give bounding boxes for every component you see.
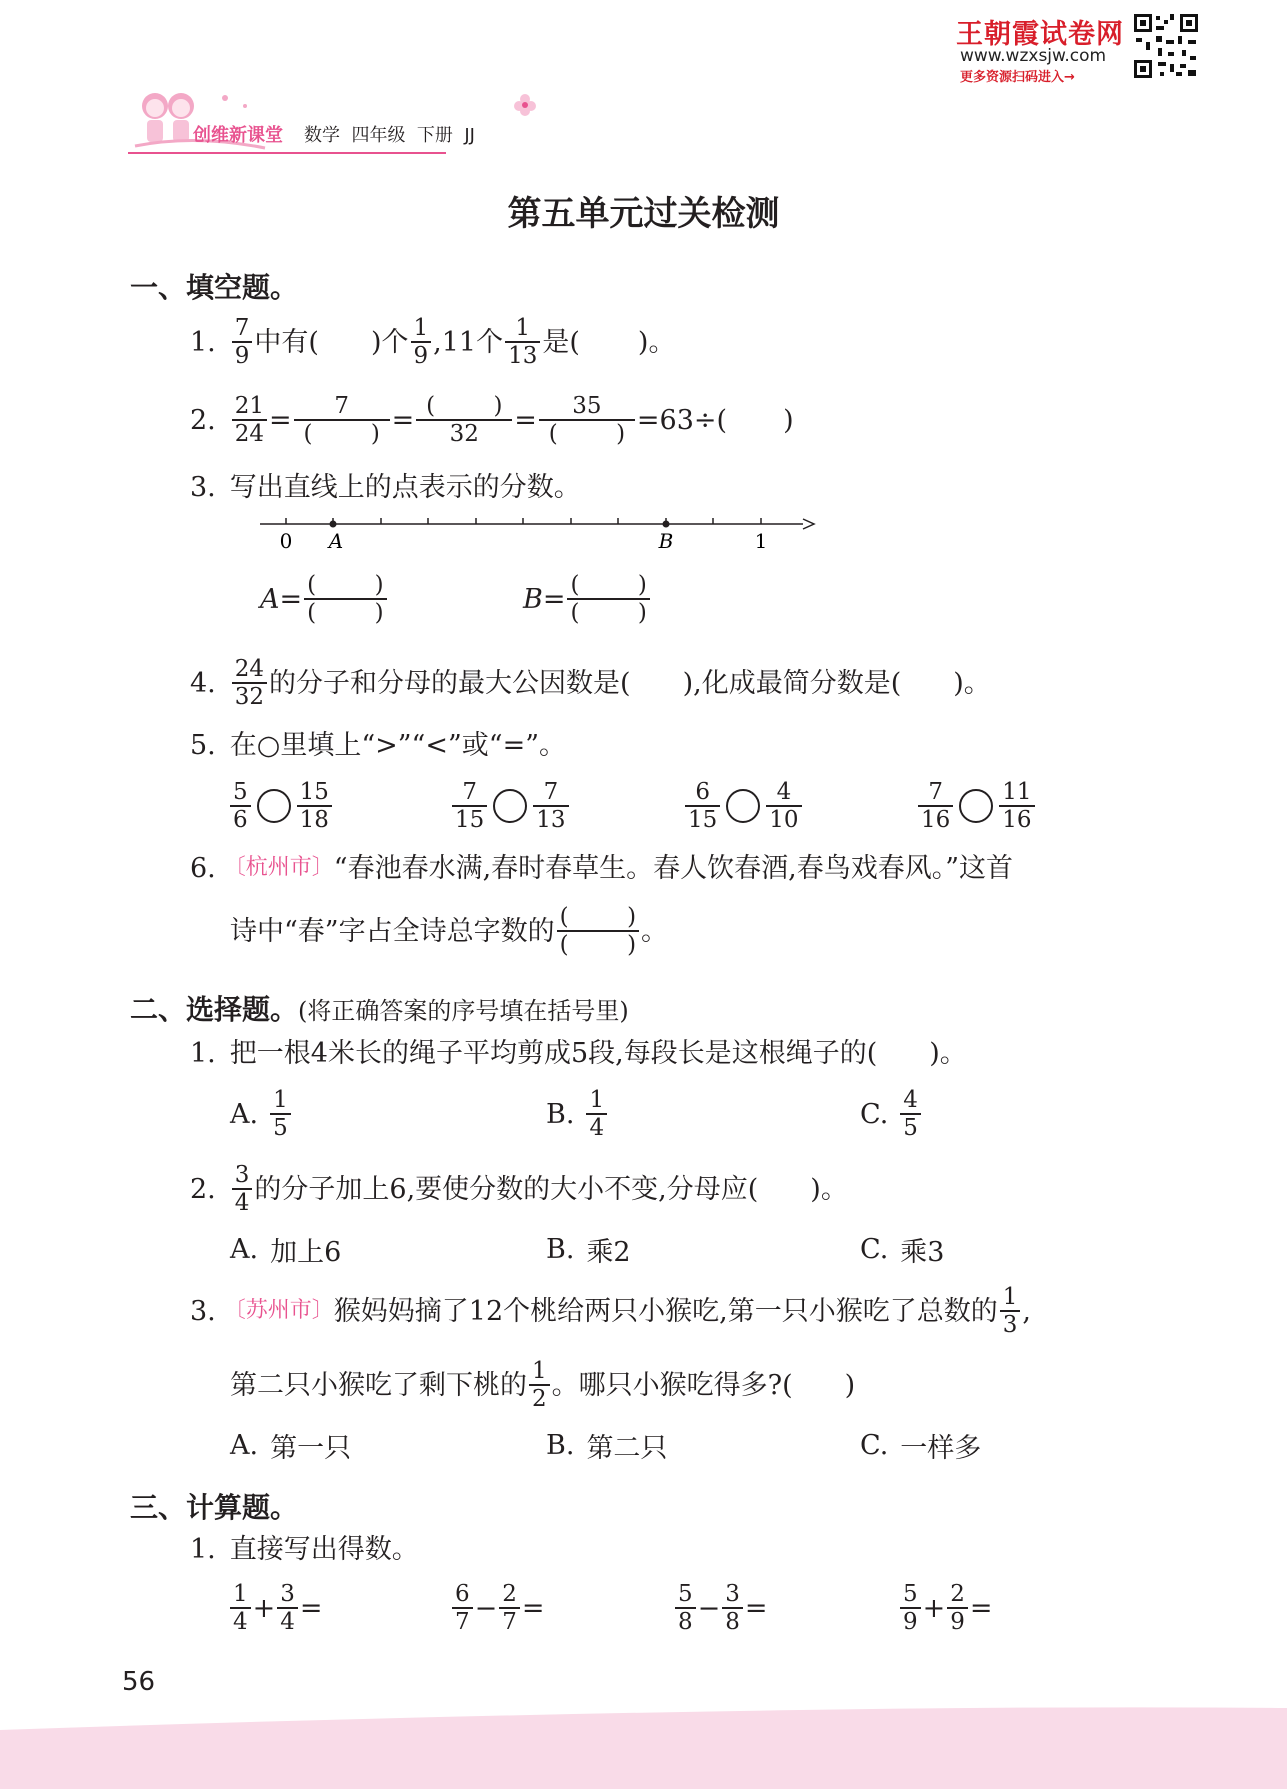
fraction: $\frac{6}{15}$ [685, 779, 720, 833]
fraction: $\frac{4}{10}$ [766, 779, 801, 833]
question-text: 第二只小猴吃了剩下桃的 [230, 1369, 527, 1401]
question-number: 2. [190, 1173, 216, 1205]
option-text: 乘3 [900, 1236, 945, 1268]
choice-question-1 [190, 1036, 967, 1070]
point-a-label: A [328, 529, 344, 552]
source-tag: 〔苏州市〕 [223, 1298, 334, 1323]
fraction-with-blank[interactable]: $\frac{( )}{( )}$ [567, 572, 649, 626]
number-line-zero: 0 [279, 529, 293, 552]
point-b-equation-label: B= [523, 583, 566, 615]
section-calculation-heading: 三、计算题。 [130, 1491, 299, 1524]
choice-question-3 [190, 1276, 1031, 1346]
question-text: 。哪只小猴吃得多?( [551, 1369, 793, 1401]
equals-sign: = [744, 1592, 768, 1624]
point-a-equation-label: A= [260, 583, 303, 615]
equals-sign: = [299, 1592, 323, 1624]
page-number: 56 [122, 1667, 156, 1697]
equals-sign: = [969, 1592, 993, 1624]
option-b[interactable] [546, 1080, 609, 1148]
question-text: ),化成最简分数是( [682, 667, 902, 699]
fill-question-3 [190, 470, 581, 504]
option-letter: A. [230, 1429, 259, 1461]
number-line-one: 1 [754, 529, 768, 552]
compare-circle[interactable] [257, 789, 291, 823]
subject-info: 数学 四年级 下册 JJ [304, 125, 475, 146]
question-text: )个 [370, 326, 409, 358]
calc-item[interactable] [898, 1574, 993, 1642]
fraction: $\frac{1}{13}$ [505, 315, 540, 369]
option-c[interactable] [860, 1232, 944, 1266]
question-text: ,11个 [433, 326, 504, 358]
compare-circle[interactable] [959, 789, 993, 823]
question-text: 诗中“春”字占全诗总字数的 [230, 915, 555, 947]
question-number: 4. [190, 667, 216, 699]
option-letter: A. [230, 1233, 259, 1265]
operator: + [922, 1592, 946, 1624]
question-text: 写出直线上的点表示的分数。 [229, 471, 581, 503]
question-text: 猴妈妈摘了12个桃给两只小猴吃,第一只小猴吃了总数的 [333, 1295, 998, 1327]
option-text: 第二只 [586, 1432, 668, 1464]
point-b-answer [523, 564, 652, 634]
operator: + [252, 1592, 276, 1624]
equals-sign: = [391, 404, 415, 436]
compare-circle[interactable] [726, 789, 760, 823]
fraction: $\frac{21}{24}$ [232, 393, 267, 447]
fraction: $\frac{7}{13}$ [533, 779, 568, 833]
fraction: $\frac{3}{4}$ [277, 1581, 298, 1635]
question-text: 直接写出得数。 [229, 1533, 419, 1565]
question-text: ) [783, 404, 794, 436]
question-text: , [1022, 1295, 1031, 1327]
option-text: 第一只 [270, 1432, 352, 1464]
option-b[interactable] [546, 1232, 631, 1266]
fraction: $\frac{1}{4}$ [230, 1581, 251, 1635]
fraction: $\frac{15}{18}$ [297, 779, 332, 833]
fraction: $\frac{1}{3}$ [1000, 1284, 1021, 1338]
compare-item [916, 772, 1037, 840]
option-c[interactable] [860, 1428, 981, 1462]
calc-question-1 [190, 1532, 419, 1566]
compare-circle[interactable] [493, 789, 527, 823]
fraction-with-blank[interactable]: $\frac{( )}{( )}$ [557, 904, 639, 958]
operator: − [697, 1592, 721, 1624]
fraction: $\frac{7}{16}$ [918, 779, 953, 833]
question-text: )。 [929, 1037, 967, 1069]
fill-question-6-line2 [230, 896, 668, 966]
page-title: 第五单元过关检测 [507, 194, 780, 234]
question-text: )。 [637, 326, 676, 358]
option-letter: C. [860, 1233, 889, 1265]
qr-code-icon[interactable] [1132, 12, 1200, 80]
compare-item [683, 772, 804, 840]
option-letter: A. [230, 1098, 259, 1130]
question-text: “春池春水满,春时春草生。春人饮春酒,春鸟戏春风。”这首 [333, 852, 1014, 884]
calc-item[interactable] [450, 1574, 545, 1642]
operator: − [474, 1592, 498, 1624]
fraction: $\frac{6}{7}$ [452, 1581, 473, 1635]
header-divider [128, 152, 446, 154]
fill-question-5 [190, 728, 566, 762]
fill-question-2 [190, 385, 794, 455]
fraction: $\frac{5}{6}$ [230, 779, 251, 833]
question-text: 中有( [254, 326, 319, 358]
point-a-answer [260, 564, 389, 634]
question-number: 6. [190, 852, 216, 884]
section-note: (将正确答案的序号填在括号里) [298, 997, 629, 1025]
question-number: 3. [190, 471, 216, 503]
equals-sign: = [269, 404, 292, 436]
question-number: 2. [190, 404, 216, 436]
fraction-with-blank[interactable]: $\frac{35}{( )}$ [539, 393, 635, 447]
option-a[interactable] [230, 1080, 293, 1148]
fill-question-1 [190, 307, 675, 377]
question-number: 5. [190, 729, 216, 761]
question-text: 。 [641, 915, 669, 947]
fraction: $\frac{5}{8}$ [675, 1581, 696, 1635]
option-text: 乘2 [586, 1236, 631, 1268]
question-text: 把一根4米长的绳子平均剪成5段,每段长是这根绳子的( [229, 1037, 878, 1069]
question-text: )。 [810, 1173, 848, 1205]
fraction: $\frac{1}{4}$ [586, 1087, 607, 1141]
fraction: $\frac{5}{9}$ [900, 1581, 921, 1635]
section-title: 二、选择题。 [130, 993, 299, 1026]
fraction: $\frac{1}{5}$ [270, 1087, 291, 1141]
question-text: )。 [953, 667, 991, 699]
section-fill-blank-heading: 一、填空题。 [130, 271, 299, 304]
option-a[interactable] [230, 1428, 351, 1462]
equals-sign: = [521, 1592, 545, 1624]
fraction: $\frac{11}{16}$ [999, 779, 1034, 833]
choice-question-3-line2 [230, 1350, 855, 1420]
source-tag: 〔杭州市〕 [223, 855, 334, 880]
fraction: $\frac{7}{9}$ [232, 315, 253, 369]
question-text: ) [844, 1369, 856, 1401]
fraction: $\frac{3}{8}$ [722, 1581, 743, 1635]
question-text: 在○里填上“>”“<”或“=”。 [229, 729, 567, 761]
question-number: 1. [190, 326, 216, 358]
compare-item [228, 772, 334, 840]
point-a-dot [330, 521, 337, 528]
fraction-with-blank[interactable]: $\frac{7}{( )}$ [294, 393, 390, 447]
series-name: 创维新课堂 [193, 125, 283, 146]
brand-promo: 更多资源扫码进入→ [960, 70, 1075, 85]
fraction: $\frac{24}{32}$ [232, 656, 267, 710]
fraction-with-blank[interactable]: $\frac{( )}{32}$ [416, 393, 512, 447]
brand-name: 王朝霞试卷网 [956, 19, 1124, 50]
equals-sign: = [514, 404, 537, 436]
flower-icon [512, 92, 538, 118]
section-choice-heading [130, 988, 629, 1028]
question-text: =63÷( [636, 404, 728, 436]
fraction: $\frac{1}{2}$ [529, 1358, 550, 1412]
option-letter: B. [546, 1098, 575, 1130]
fraction: $\frac{2}{9}$ [947, 1581, 968, 1635]
fraction: $\frac{3}{4}$ [232, 1162, 253, 1216]
number-line [258, 512, 818, 552]
option-text: 一样多 [900, 1432, 982, 1464]
question-number: 3. [190, 1295, 216, 1327]
option-a[interactable] [230, 1232, 341, 1266]
fraction-with-blank[interactable]: $\frac{( )}{( )}$ [304, 572, 386, 626]
question-text: 的分子加上6,要使分数的大小不变,分母应( [254, 1173, 759, 1205]
option-letter: B. [546, 1429, 575, 1461]
fraction: $\frac{1}{9}$ [411, 315, 432, 369]
calc-item[interactable] [673, 1574, 768, 1642]
option-letter: B. [546, 1233, 575, 1265]
fraction: $\frac{4}{5}$ [900, 1087, 921, 1141]
brand-url[interactable]: www.wzxsjw.com [960, 46, 1107, 66]
question-text: 是( [542, 326, 580, 358]
fraction: $\frac{2}{7}$ [499, 1581, 520, 1635]
fraction: $\frac{7}{15}$ [452, 779, 487, 833]
calc-item[interactable] [228, 1574, 323, 1642]
option-text: 加上6 [270, 1236, 342, 1268]
question-text: 的分子和分母的最大公因数是( [269, 667, 631, 699]
question-number: 1. [190, 1533, 216, 1565]
option-c[interactable] [860, 1080, 923, 1148]
footer-band [0, 1690, 1287, 1789]
fill-question-4 [190, 648, 991, 718]
question-number: 1. [190, 1037, 216, 1069]
option-b[interactable] [546, 1428, 667, 1462]
point-b-dot [663, 521, 670, 528]
choice-question-2 [190, 1154, 848, 1224]
fill-question-6 [190, 850, 1013, 886]
point-b-label: B [658, 529, 674, 552]
compare-item [450, 772, 571, 840]
option-letter: C. [860, 1098, 889, 1130]
option-letter: C. [860, 1429, 889, 1461]
